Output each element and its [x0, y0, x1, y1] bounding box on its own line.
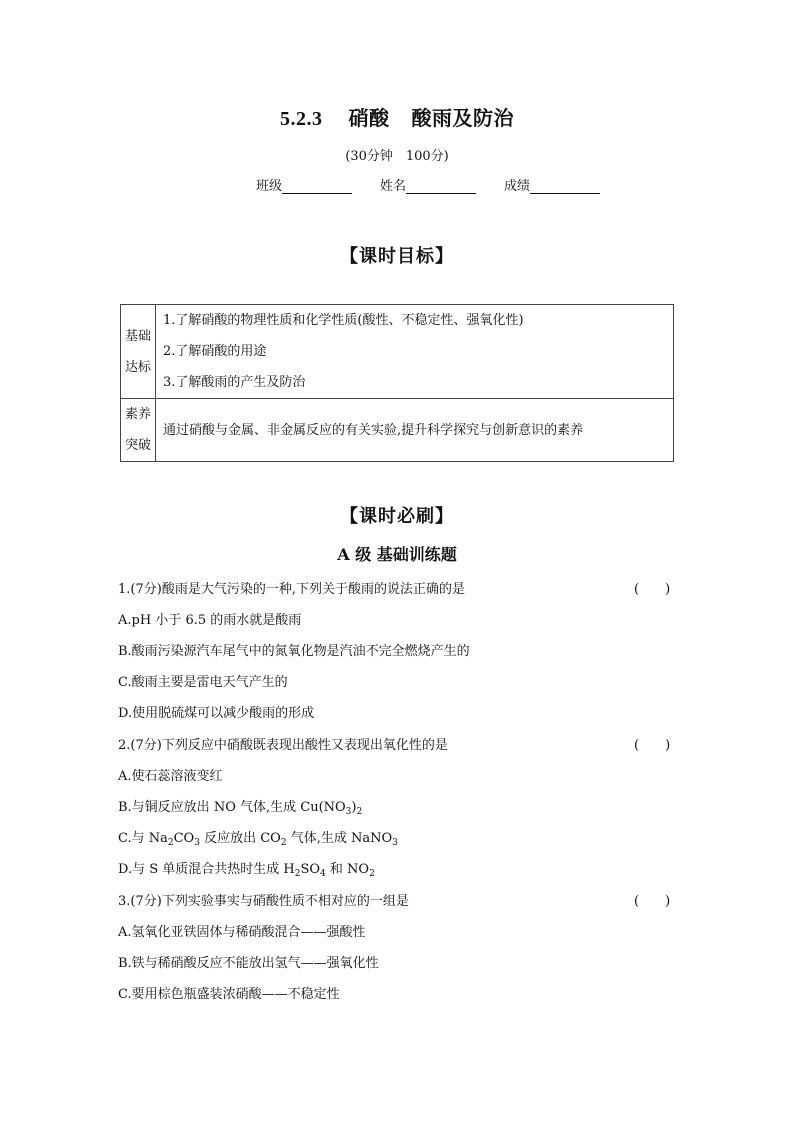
q1-option-c: C.酸雨主要是雷电天气产生的	[118, 675, 288, 690]
score-blank[interactable]	[530, 179, 600, 194]
question-3-stem: 3.(7分)下列实验事实与硝酸性质不相对应的一组是	[118, 894, 409, 909]
goal-item: 1.了解硝酸的物理性质和化学性质(酸性、不稳定性、强氧化性)	[163, 313, 524, 328]
name-field[interactable]	[380, 175, 476, 194]
practice-heading: 【课时必刷】	[340, 506, 454, 527]
class-label: 班级	[256, 179, 283, 194]
page-title	[0, 102, 794, 131]
q1-option-a: A.pH 小于 6.5 的雨水就是酸雨	[118, 613, 302, 628]
name-blank[interactable]	[406, 179, 476, 194]
q3-option-a: A.氢氧化亚铁固体与稀硝酸混合——强酸性	[118, 925, 366, 940]
q2-option-c: C.与 $Na_2CO_3$ 反应放出 $CO_2$ 气体,生成 NaNO$_3$	[118, 831, 398, 848]
q2-option-b: B.与铜反应放出 NO 气体,生成 $Cu(NO_3)_2$	[118, 800, 363, 817]
goals-content-basic	[156, 305, 674, 399]
q2-option-d: D.与 S 单质混合共热时生成 $H_2SO_4$ 和 $NO_2$	[118, 862, 375, 879]
level-a-heading: A 级 基础训练题	[337, 545, 457, 564]
goal-item: 3.了解酸雨的产生及防治	[163, 375, 306, 390]
goals-row-basic	[121, 305, 674, 399]
section-number: 5.2.3	[280, 108, 323, 130]
q2-option-a: A.使石蕊溶液变红	[118, 769, 223, 784]
title-part1: 硝酸	[348, 106, 390, 130]
question-1-stem: 1.(7分)酸雨是大气污染的一种,下列关于酸雨的说法正确的是	[118, 582, 465, 597]
q1-option-d: D.使用脱硫煤可以减少酸雨的形成	[118, 706, 315, 721]
name-label: 姓名	[380, 179, 407, 194]
answer-bracket-3[interactable]: ( )	[634, 894, 671, 909]
q1-option-b: B.酸雨污染源汽车尾气中的氮氧化物是汽油不完全燃烧产生的	[118, 644, 470, 659]
class-field[interactable]	[256, 175, 352, 194]
answer-bracket-1[interactable]: ( )	[634, 582, 671, 597]
goals-heading: 【课时目标】	[340, 246, 454, 267]
goal-item: 2.了解硝酸的用途	[163, 344, 267, 359]
question-2-stem: 2.(7分)下列反应中硝酸既表现出酸性又表现出氧化性的是	[118, 738, 448, 753]
category-basic: 基础 达标	[121, 305, 156, 399]
category-literacy: 素养 突破	[121, 399, 156, 462]
title-part2: 酸雨及防治	[411, 106, 514, 130]
q3-option-c: C.要用棕色瓶盛装浓硝酸——不稳定性	[118, 987, 340, 1002]
class-blank[interactable]	[282, 179, 352, 194]
student-info-row	[256, 175, 600, 194]
answer-bracket-2[interactable]: ( )	[634, 738, 671, 753]
time-score-note: (30分钟 100分)	[345, 149, 449, 164]
score-field[interactable]	[504, 175, 600, 194]
goals-content-literacy	[156, 399, 674, 462]
goals-row-literacy	[121, 399, 674, 462]
goals-table	[120, 304, 674, 462]
score-label: 成绩	[504, 179, 531, 194]
goal-item: 通过硝酸与金属、非金属反应的有关实验,提升科学探究与创新意识的素养	[163, 422, 584, 438]
q3-option-b: B.铁与稀硝酸反应不能放出氢气——强氧化性	[118, 956, 379, 971]
